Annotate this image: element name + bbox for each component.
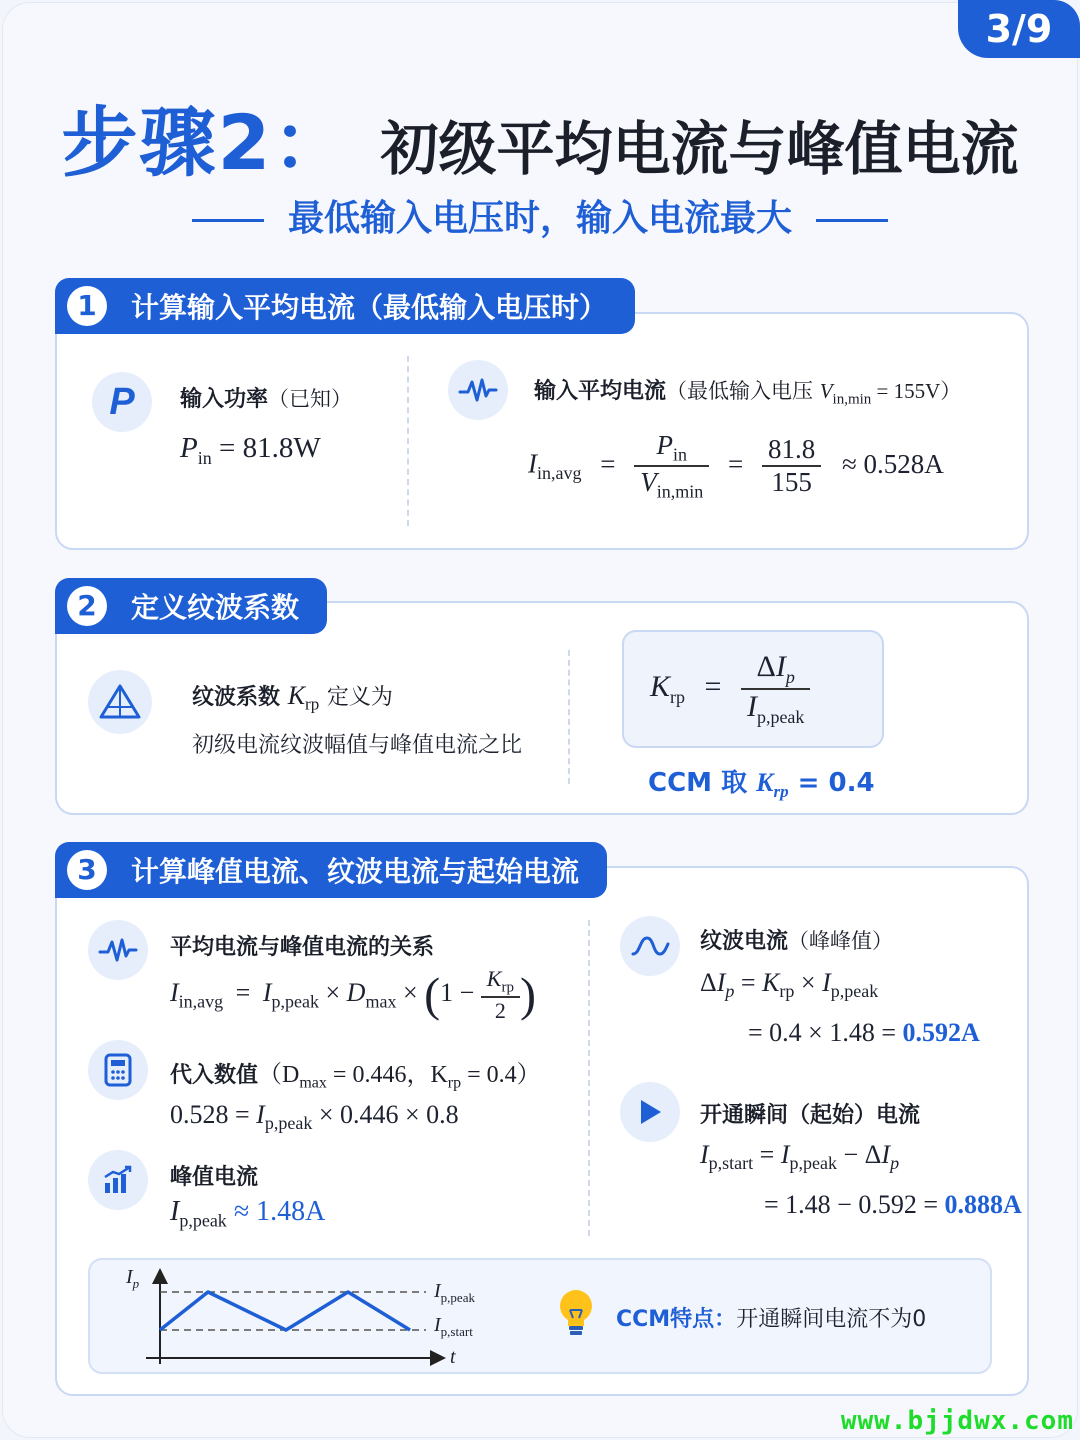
diagram-peak-var: I [434,1280,441,1302]
start-formula-line2 [764,1190,1022,1220]
section3-divider [588,920,590,1236]
lightbulb-icon [554,1288,598,1344]
ccm-var: K [756,768,774,797]
krp-sub: rp [670,686,686,707]
avg-current-label [534,374,961,408]
ccm-value: = 0.4 [788,768,875,798]
input-power-note: （已知） [268,387,353,411]
rel-t2-sub: max [365,991,397,1012]
frac1-den-sub: in,min [656,481,704,502]
start-sub: p,start [708,1153,754,1174]
subst-sub: p,peak [264,1113,313,1134]
ripple-k-sub: rp [779,981,795,1002]
ripple-coef-desc-line2: 初级电流纹波幅值与峰值电流之比 [192,733,523,758]
subst-note-mid: = 0.446，K [326,1062,448,1088]
ccm-waveform-diagram [120,1266,460,1370]
pulse-icon [88,920,148,980]
ripple-ip: I [822,968,831,997]
page-title [0,82,1080,191]
pin-sub: in [197,447,212,468]
rel-fraction [481,966,520,1024]
triangle-icon [88,670,152,734]
start-ip: I [780,1140,790,1169]
rel-lhs-var: I [170,978,179,1008]
ripple-result: 0.592A [902,1018,980,1047]
diagram-peak-label [434,1280,475,1306]
peak-sub: p,peak [179,1210,227,1231]
title-main: 初级平均电流与峰值电流 [380,115,1019,183]
waveform-icon [448,360,508,420]
avg-note-value: = 155V） [871,379,962,403]
krp-fraction [741,650,810,728]
subst-label-text: 代入数值 [170,1063,259,1088]
rel-frac-num-sub: rp [501,979,514,996]
fraction-values [762,434,821,498]
ripple-k: K [762,968,780,997]
frac1-den [634,467,709,502]
subst-suffix: × 0.446 × 0.8 [318,1100,459,1129]
peak-var: I [170,1196,180,1227]
substitute-label [170,1054,541,1092]
start-dip-sub: p [890,1153,900,1174]
krp-formula [650,650,810,728]
section1-number: 1 [67,286,107,326]
relation-formula [170,966,536,1024]
ccm-note-text: 开通瞬间电流不为0 [736,1307,927,1332]
section1-divider [407,356,409,526]
rel-paren-close: ) [519,968,536,1022]
page-number-badge: 3/9 [958,0,1080,58]
section1-tab [55,278,635,334]
input-power-label [180,382,352,413]
subst-var: I [256,1100,265,1129]
krp-frac-den [741,690,810,728]
ripple-label-text: 纹波电流 [700,929,789,954]
krp-delta: Δ [756,650,776,683]
calculator-icon [88,1040,148,1100]
ccm-note [616,1302,926,1333]
frac2-den: 155 [771,467,812,498]
rel-times-2: × [402,978,418,1008]
section1-title: 计算输入平均电流（最低输入电压时） [131,291,608,324]
watermark: www.bjjdwx.com [840,1406,1074,1436]
rel-t1-sub: p,peak [271,991,319,1012]
rel-times-1: × [325,978,341,1008]
diagram-start-sub: p,start [440,1324,473,1339]
title-step: 步骤2： [61,98,351,187]
play-icon [620,1082,680,1142]
section2-tab [55,578,327,634]
avg-result: ≈ 0.528A [841,448,944,479]
peak-value: ≈ 1.48A [233,1196,326,1227]
ripple-var: I [716,968,726,997]
ccm-krp-value [648,762,875,802]
subst-note: （D [258,1062,300,1088]
avg-current-formula [528,430,944,503]
eq-1: = [600,448,616,479]
ripple-current-label [700,924,893,955]
diagram-start-label [434,1314,473,1340]
krp-formula-box [622,630,884,748]
subtitle-dash-right [816,219,888,222]
krp-num-var: I [775,650,786,683]
subst-prefix: 0.528 = [170,1100,250,1129]
section3-tab [55,842,607,898]
rel-t2-var: D [346,978,366,1008]
input-power-label-text: 输入功率 [180,387,269,412]
start-current-label: 开通瞬间（起始）电流 [700,1103,921,1128]
krp-den-var: I [746,690,757,723]
rel-lhs-sub: in,avg [178,991,224,1012]
subst-note-sub: max [299,1074,327,1092]
ripple-coef-sub: rp [305,694,320,714]
ripple-eq: = [740,968,756,997]
eq-2: = [728,448,744,479]
rel-one-minus: 1 − [440,978,475,1008]
section2-title: 定义纹波系数 [131,591,300,624]
diagram-start-var: I [434,1314,441,1336]
start-eq: = [759,1140,775,1169]
rel-frac-num [481,966,520,998]
start-formula-line1 [700,1140,899,1174]
diagram-y-var: I [126,1266,133,1288]
frac1-num-var: P [656,430,673,460]
bar-chart-icon [88,1150,148,1210]
iavg-var: I [528,448,537,479]
page-subtitle [0,190,1080,241]
subst-note-end: = 0.4） [461,1062,541,1088]
frac1-den-var: V [640,467,657,498]
subtitle-dash-left [192,219,264,222]
start-var: I [700,1140,709,1169]
ccm-sub: rp [773,782,789,802]
diagram-y-label [126,1266,139,1292]
ripple-ip-sub: p,peak [830,981,879,1002]
start-dip: I [881,1140,891,1169]
fraction-pin-vin [634,430,709,503]
ripple-coef-label: 纹波系数 [192,685,281,710]
rel-frac-num-var: K [486,966,502,991]
ripple-formula-line1 [700,968,878,1002]
subtitle-text: 最低输入电压时，输入电流最大 [287,198,792,239]
section3-title: 计算峰值电流、纹波电流与起始电流 [131,855,580,888]
krp-den-sub: p,peak [756,707,805,727]
start-ip-sub: p,peak [789,1153,837,1174]
frac1-num [634,430,709,467]
pin-value: = 81.8W [218,432,321,464]
rel-paren-open: ( [424,968,441,1022]
avg-note-prefix: （最低输入电压 [666,379,820,403]
krp-eq: = [704,669,722,703]
section2-divider [568,650,570,784]
krp-var: K [650,669,671,703]
start-line2: = 1.48 − 0.592 = [764,1190,938,1219]
letter-p-icon: P [92,372,152,432]
relation-label: 平均电流与峰值电流的关系 [170,935,435,960]
rel-t1-var: I [262,978,272,1008]
ripple-coef-suffix: 定义为 [326,685,393,710]
start-minus: − Δ [843,1140,882,1169]
ripple-note: （峰峰值） [788,929,894,953]
krp-frac-num [741,650,810,690]
ccm-prefix: CCM 取 [648,768,757,798]
pin-var: P [180,432,198,464]
diagram-x-label: t [450,1346,456,1368]
ripple-sub: p [725,981,735,1002]
ccm-note-label: CCM特点： [616,1307,737,1332]
rel-eq: = [235,978,251,1008]
ripple-coef-desc-line1 [192,680,393,714]
current-waveform [160,1292,410,1330]
avg-note-sub: in,min [832,391,872,408]
ripple-formula-line2 [748,1018,980,1048]
frac1-num-sub: in [672,444,687,465]
ripple-coef-var: K [287,681,306,710]
start-result: 0.888A [944,1190,1022,1219]
krp-num-sub: p [785,667,795,687]
section3-number: 3 [67,850,107,890]
ripple-line2: = 0.4 × 1.48 = [748,1018,896,1047]
ripple-delta: Δ [700,968,717,997]
frac2-num: 81.8 [762,434,821,467]
peak-current-formula [170,1196,325,1232]
substitute-formula [170,1100,459,1134]
subst-note-sub2: rp [447,1074,462,1092]
pin-formula [180,432,321,469]
ripple-times: × [800,968,816,997]
avg-note-var: V [819,379,833,403]
section2-number: 2 [67,586,107,626]
diagram-y-sub: p [132,1276,140,1291]
peak-current-label: 峰值电流 [170,1165,259,1190]
rel-frac-den: 2 [494,998,506,1024]
avg-current-label-text: 输入平均电流 [534,379,667,404]
diagram-peak-sub: p,peak [440,1290,475,1305]
sine-wave-icon [620,916,680,976]
iavg-sub: in,avg [537,462,582,483]
